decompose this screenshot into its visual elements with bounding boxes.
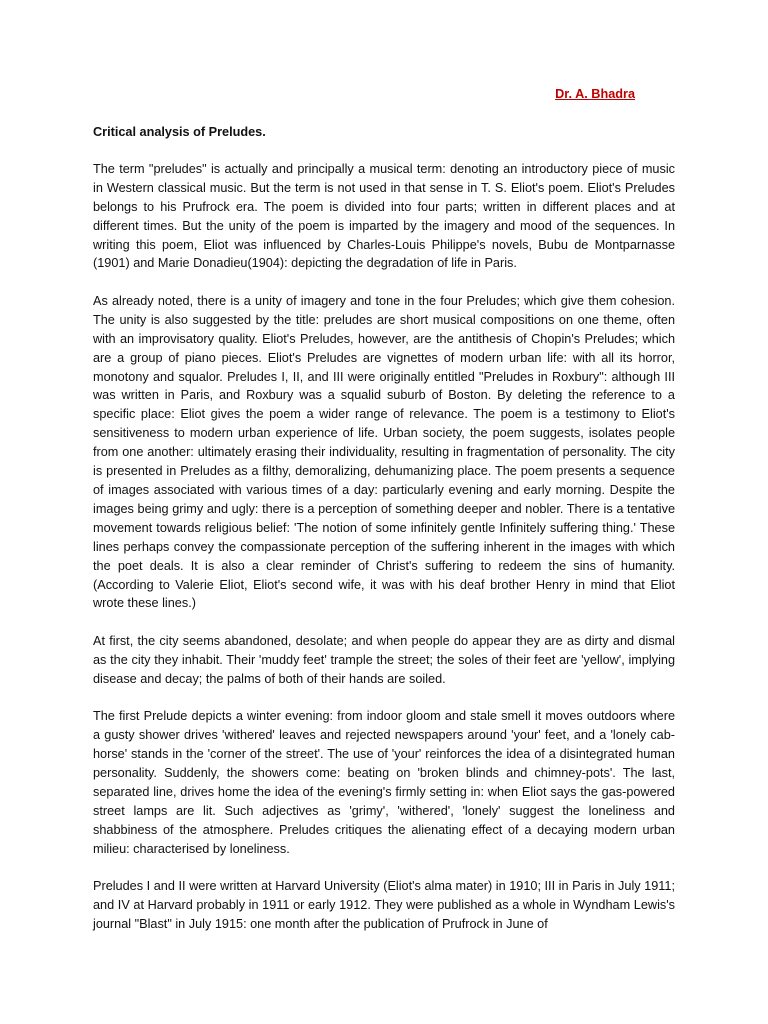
paragraph-city: At first, the city seems abandoned, desolate; and when people do appear they are as dirty and dismal as the city they inhabit. Their 'muddy feet' trample the street; the soles of their feet are 'yellow', implying disease and decay; the palms of both of their hands are soiled. — [93, 633, 675, 686]
paragraph-unity: As already noted, there is a unity of imagery and tone in the four Preludes; which give them cohesion. The unity is also suggested by the title: preludes are short musical compositions on one theme, often with an improvisatory quality. Eliot's Preludes, however, are the antithesis of Chopin's Preludes; which are a group of piano pieces. Eliot's Preludes are vignettes of modern urban life: with all its horror, monotony and squalor. Preludes I, II, and III were originally entitled "Preludes in Roxbury": although III was written in Paris, and Roxbury was a squalid suburb of Boston. By deleting the reference to a specific place: Eliot gives the poem a wider range of relevance. The poem is a testimony to Eliot's sensitiveness to modern urban experience of life. Urban society, the poem suggests, isolates people from one another: ultimately erasing their individuality, resulting in fragmentation of personality. The city is presented in Preludes as a filthy, demoralizing, dehumanizing place. The poem presents a sequence of images associated with various times of a day: particularly evening and early morning. Despite the images being grimy and ugly: there is a perception of something deeper and nobler. There is a tentative movement towards religious belief: 'The notion of some infinitely gentle Infinitely suffering thing.' These lines perhaps convey the compassionate perception of the suffering inherent in the images with which the poet deals. It is also a clear reminder of Christ's suffering to redeem the sins of humanity. (According to Valerie Eliot, Eliot's second wife, it was with his deaf brother Henry in mind that Eliot wrote these lines.) — [93, 293, 675, 611]
document-page — [93, 80, 675, 952]
paragraph-intro: The term "preludes" is actually and principally a musical term: denoting an introductory piece of music in Western classical music. But the term is not used in that sense in T. S. Eliot's poem. Eliot's Preludes belongs to his Prufrock era. The poem is divided into four parts; written in different places and at different times. But the unity of the poem is imparted by the imagery and mood of the sequences. In writing this poem, Eliot was influenced by Charles-Louis Philippe's novels, Bubu de Montparnasse (1901) and Marie Donadieu(1904): depicting the degradation of life in Paris. — [93, 161, 675, 271]
paragraph-first-prelude: The first Prelude depicts a winter evening: from indoor gloom and stale smell it moves outdoors where a gusty shower drives 'withered' leaves and rejected newspapers around 'your' feet, and a 'lonely cab-horse' stands in the 'corner of the street'. The use of 'your' reinforces the idea of a disintegrated human personality. Suddenly, the showers come: beating on 'broken blinds and chimney-pots'. The last, separated line, drives home the idea of the evening's firmly setting in: when Eliot says the gas-powered street lamps are lit. Such adjectives as 'grimy', 'withered', 'lonely' suggest the loneliness and shabbiness of the atmosphere. Preludes critiques the alienating effect of a decaying modern urban milieu: characterised by loneliness. — [93, 709, 675, 856]
document-title: Critical analysis of Preludes. — [93, 125, 266, 139]
paragraph-history: Preludes I and II were written at Harvard University (Eliot's alma mater) in 1910; III in Paris in July 1911; and IV at Harvard probably in 1911 or early 1912. They were published as a whole in Wyndham Lewis's journal "Blast" in July 1915: one month after the publication of Prufrock in June of — [93, 879, 675, 931]
author-name: Dr. A. Bhadra — [555, 87, 635, 101]
